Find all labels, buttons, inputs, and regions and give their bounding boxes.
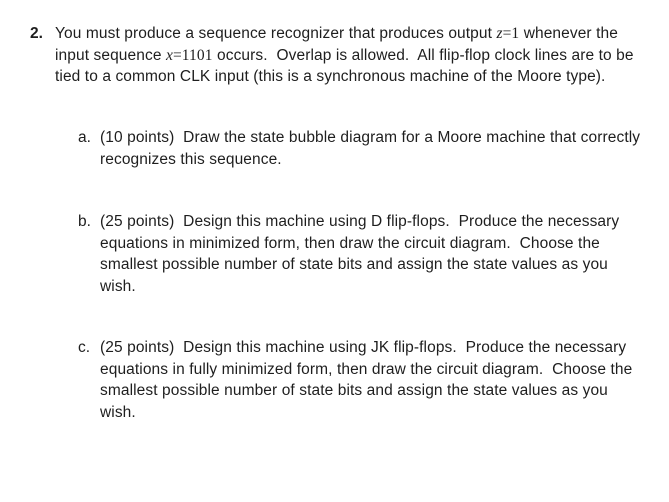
intro-line-1-tail: whenever the [519,25,618,42]
part-c [78,337,633,423]
math-value-x: =1101 [172,46,213,64]
part-c-label: c. [78,339,91,356]
part-c-line-1: (25 points) Design this machine using JK flip-flops. Produce the necessary [100,339,627,356]
problem-2 [30,23,634,88]
intro-line-2-text: input sequence [55,46,166,64]
part-b-label: b. [78,213,91,230]
intro-line-2-tail: occurs. Overlap is allowed. All flip-flop clock lines are to be [212,46,634,64]
problem-number: 2. [30,25,43,42]
math-value-z: =1 [502,25,520,42]
math-variable-x: x [165,46,173,64]
part-c-line-3: smallest possible number of state bits and assign the state values as you [100,382,608,399]
math-variable-z: z [496,25,503,42]
part-a-line-1: (10 points) Draw the state bubble diagram for a Moore machine that correctly [100,129,641,146]
intro-line-1-text: You must produce a sequence recognizer that produces output [55,25,497,42]
part-b-line-4: wish. [100,277,136,295]
part-b [78,211,620,297]
intro-line-3: tied to a common CLK input (this is a synchronous machine of the Moore type). [55,68,606,85]
part-c-line-2: equations in fully minimized form, then draw the circuit diagram. Choose the [100,360,633,378]
part-a [78,127,641,170]
part-a-line-2: recognizes this sequence. [100,150,282,168]
part-c-line-4: wish. [100,403,136,421]
part-b-line-2: equations in minimized form, then draw the circuit diagram. Choose the [100,234,600,252]
part-b-line-3: smallest possible number of state bits and assign the state values as you [100,256,608,273]
intro-line-2 [55,45,634,67]
part-a-label: a. [78,129,91,146]
part-b-line-1: (25 points) Design this machine using D flip-flops. Produce the necessary [100,213,620,230]
intro-line-1 [55,23,634,45]
